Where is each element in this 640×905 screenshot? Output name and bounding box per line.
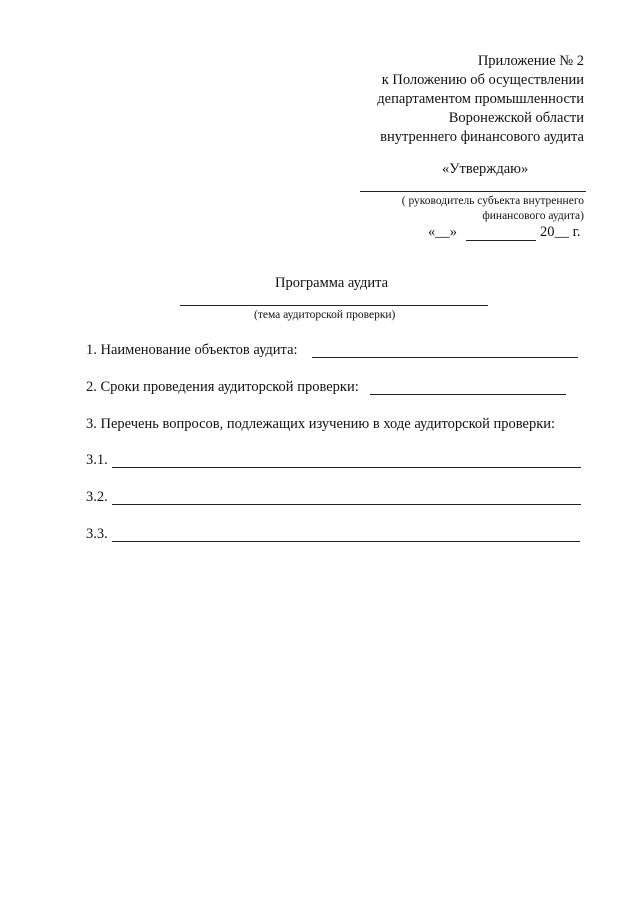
signer-caption-2: финансового аудита)	[482, 210, 584, 222]
objects-line	[312, 357, 578, 358]
signature-line	[360, 191, 586, 192]
topic-caption: (тема аудиторской проверки)	[254, 309, 396, 321]
sub-item-3-label: 3.3.	[86, 526, 108, 542]
header-line-3: департаментом промышленности	[377, 91, 584, 107]
objects-label: 1. Наименование объектов аудита:	[86, 342, 298, 358]
questions-label: 3. Перечень вопросов, подлежащих изучению в ходе аудиторской проверки:	[86, 416, 556, 432]
terms-label: 2. Сроки проведения аудиторской проверки:	[86, 379, 359, 395]
sub-item-2-label: 3.2.	[86, 489, 108, 505]
approve-label: «Утверждаю»	[442, 161, 529, 177]
header-line-1: Приложение № 2	[477, 53, 584, 69]
sub-item-1-label: 3.1.	[86, 452, 108, 468]
topic-line	[180, 305, 488, 306]
sub-item-2-line	[112, 504, 581, 505]
sub-item-1-line	[112, 467, 581, 468]
date-year: 20__ г.	[540, 224, 581, 240]
header-line-5: внутреннего финансового аудита	[380, 129, 584, 145]
date-day: «__»	[428, 224, 457, 240]
sub-item-3-line	[112, 541, 580, 542]
header-line-2: к Положению об осуществлении	[381, 72, 584, 88]
signer-caption-1: ( руководитель субъекта внутреннего	[401, 195, 584, 207]
date-month-line	[466, 240, 536, 241]
header-line-4: Воронежской области	[448, 110, 584, 126]
program-title: Программа аудита	[275, 275, 389, 291]
terms-line	[370, 394, 566, 395]
